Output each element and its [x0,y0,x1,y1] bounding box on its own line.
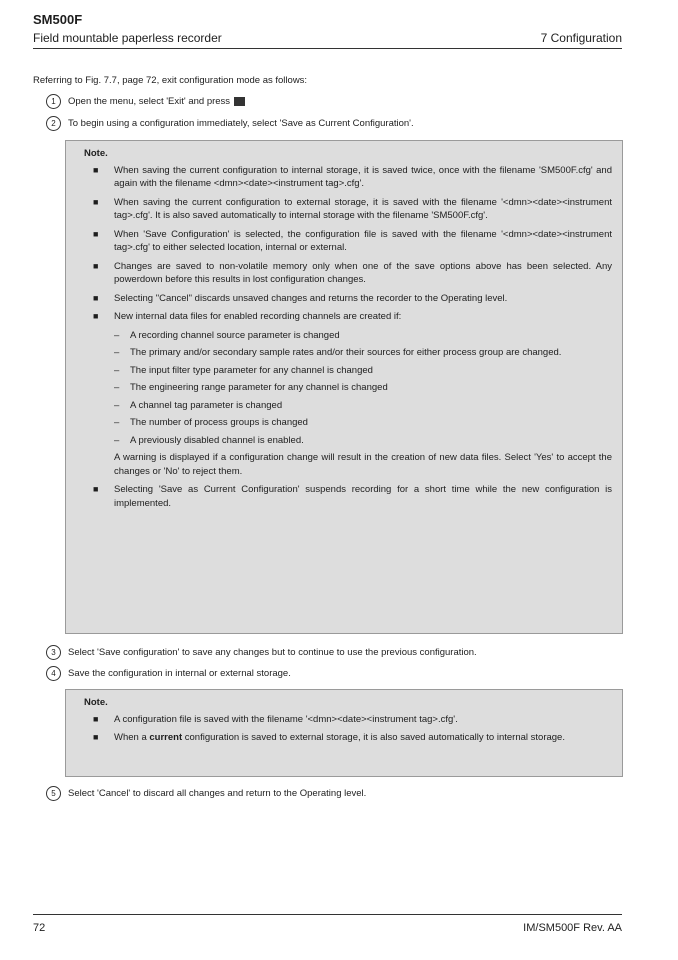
bullet-icon: ■ [93,311,99,321]
footer-rule [33,914,622,915]
note-box-1 [65,140,623,634]
step-number: 4 [46,666,61,681]
emphasis-current: current [149,732,183,743]
note-bullet: ■ New internal data files for enabled recording channels are created if: [93,311,402,322]
note-bullet: ■ Changes are saved to non-volatile memory only when one of the save options above has been selected. Any powerdown before this results in lost configuration changes. [93,260,612,285]
note-bullet: ■ When 'Save Configuration' is selected, the configuration file is saved with the filename '<dmn><date><instrument tag>.cfg' to either selected location, internal or external. [93,228,612,253]
step-text: Open the menu, select 'Exit' and press [68,96,231,107]
bullet-icon: ■ [93,164,99,175]
step-text: Select 'Cancel' to discard all changes and return to the Operating level. [68,788,367,799]
step-number: 3 [46,645,61,660]
note-box-2 [65,689,623,777]
document-number: IM/SM500F Rev. AA [523,922,622,934]
step-4 [46,666,291,681]
document-subtitle: Field mountable paperless recorder [33,31,222,45]
note-bullet: ■ Selecting "Cancel" discards unsaved changes and returns the recorder to the Operating level. [93,292,508,304]
bullet-icon: ■ [93,228,99,239]
warning-text: A warning is displayed if a configuration change will result in the creation of new data files. Select 'Yes' to accept the changes or 'No' to reject them. [114,452,612,477]
bullet-icon: ■ [93,292,99,303]
step-text: Select 'Save configuration' to save any changes but to continue to use the previous configuration. [68,647,477,658]
note-bullet: ■ Selecting 'Save as Current Configuration' suspends recording for a short time while the new configuration is implemented. [93,484,612,509]
header-rule [33,48,622,49]
note-bullet: ■ When a current configuration is saved to external storage, it is also saved automatically to internal storage. [93,732,565,743]
bullet-icon: ■ [93,484,99,494]
dash-item: – The primary and/or secondary sample rates and/or their sources for either process group are changed. [114,347,562,358]
dash-item: – The engineering range parameter for any channel is changed [114,382,388,393]
dash-item: – The input filter type parameter for any channel is changed [114,364,373,376]
enter-key-icon [234,97,245,106]
step-number: 5 [46,786,61,801]
dash-item: – A channel tag parameter is changed [114,399,283,411]
bullet-icon: ■ [93,196,99,207]
section-title: 7 Configuration [540,31,622,45]
bullet-icon: ■ [93,713,99,724]
dash-item: – The number of process groups is changed [114,417,308,428]
note-bullet: ■ A configuration file is saved with the filename '<dmn><date><instrument tag>.cfg'. [93,713,458,725]
step-text: Save the configuration in internal or external storage. [68,668,291,679]
step-5 [46,786,366,801]
dash-item: – A previously disabled channel is enabled. [114,434,304,446]
bullet-icon: ■ [93,260,99,271]
step-3 [46,645,477,660]
note-title: Note. [84,697,108,708]
document-title: SM500F [33,12,83,27]
note-bullet: ■ When saving the current configuration to internal storage, it is saved twice, once with the filename 'SM500F.cfg' and again with the filename <dmn><date><instrument tag>.cfg'. [93,164,612,189]
intro-text: Referring to Fig. 7.7, page 72, exit configuration mode as follows: [33,75,308,86]
page-number: 72 [33,922,46,934]
note-title: Note. [84,148,108,159]
dash-item: – A recording channel source parameter is changed [114,329,340,341]
step-text: To begin using a configuration immediately, select 'Save as Current Configuration'. [68,118,414,129]
step-number: 2 [46,116,61,131]
bullet-icon: ■ [93,732,99,742]
step-1 [46,94,245,109]
step-number: 1 [46,94,61,109]
note-bullet: ■ When saving the current configuration to external storage, it is saved with the filename '<dmn><date><instrument tag>.cfg'. It is also saved automatically to internal storage with the filename 'SM500F.cfg'. [93,196,612,221]
step-2 [46,116,414,131]
